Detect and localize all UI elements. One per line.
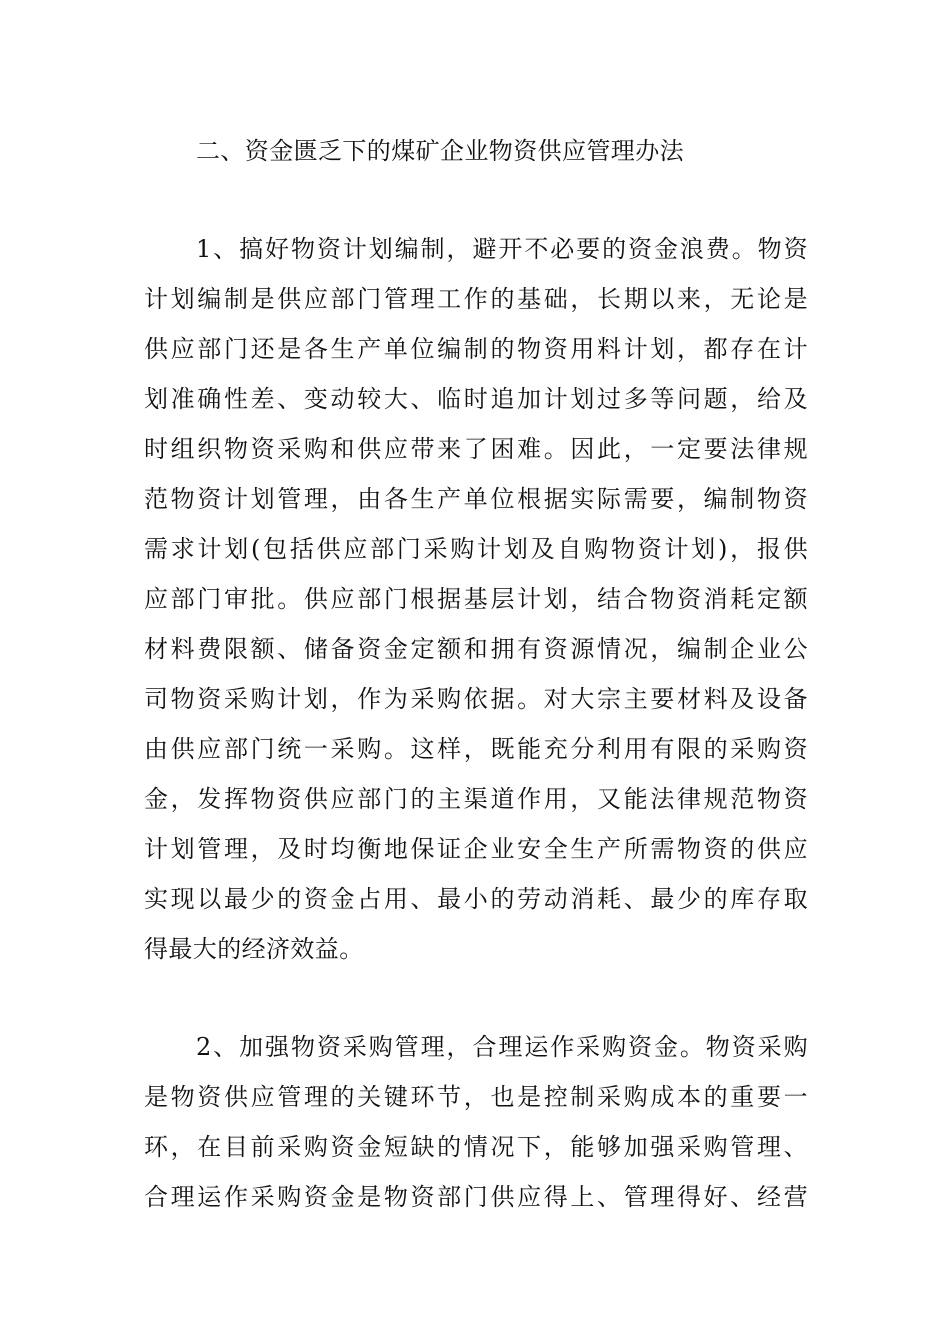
paragraph-line: 划准确性差、变动较大、临时追加计划过多等问题，给及 xyxy=(144,385,808,413)
paragraph-line: 材料费限额、储备资金定额和拥有资源情况，编制企业公 xyxy=(144,635,808,663)
paragraph-line: 得最大的经济效益。 xyxy=(144,935,364,963)
paragraph-line: 实现以最少的资金占用、最小的劳动消耗、最少的库存取 xyxy=(144,885,808,913)
paragraph-line: 是物资供应管理的关键环节，也是控制采购成本的重要一 xyxy=(144,1083,808,1111)
paragraph-line: 1、搞好物资计划编制，避开不必要的资金浪费。物资 xyxy=(196,235,808,263)
paragraph-line: 应部门审批。供应部门根据基层计划，结合物资消耗定额 xyxy=(144,585,808,613)
paragraph-2 xyxy=(144,1022,808,1222)
paragraph-1 xyxy=(144,224,808,974)
paragraph-line: 司物资采购计划，作为采购依据。对大宗主要材料及设备 xyxy=(144,685,808,713)
paragraph-line: 合理运作采购资金是物资部门供应得上、管理得好、经营 xyxy=(144,1183,808,1211)
paragraph-line: 环，在目前采购资金短缺的情况下，能够加强采购管理、 xyxy=(144,1133,808,1161)
paragraph-line: 金，发挥物资供应部门的主渠道作用，又能法律规范物资 xyxy=(144,785,808,813)
paragraph-line: 范物资计划管理，由各生产单位根据实际需要，编制物资 xyxy=(144,485,808,513)
paragraph-line: 供应部门还是各生产单位编制的物资用料计划，都存在计 xyxy=(144,335,808,363)
heading-text: 二、资金匮乏下的煤矿企业物资供应管理办法 xyxy=(196,137,684,165)
section-heading xyxy=(144,126,808,176)
paragraph-line: 由供应部门统一采购。这样，既能充分利用有限的采购资 xyxy=(144,735,808,763)
paragraph-line: 需求计划(包括供应部门采购计划及自购物资计划)，报供 xyxy=(144,535,808,563)
paragraph-line: 计划管理，及时均衡地保证企业安全生产所需物资的供应 xyxy=(144,835,808,863)
paragraph-line: 计划编制是供应部门管理工作的基础，长期以来，无论是 xyxy=(144,285,808,313)
paragraph-line: 2、加强物资采购管理，合理运作采购资金。物资采购 xyxy=(196,1033,808,1061)
paragraph-line: 时组织物资采购和供应带来了困难。因此，一定要法律规 xyxy=(144,435,808,463)
